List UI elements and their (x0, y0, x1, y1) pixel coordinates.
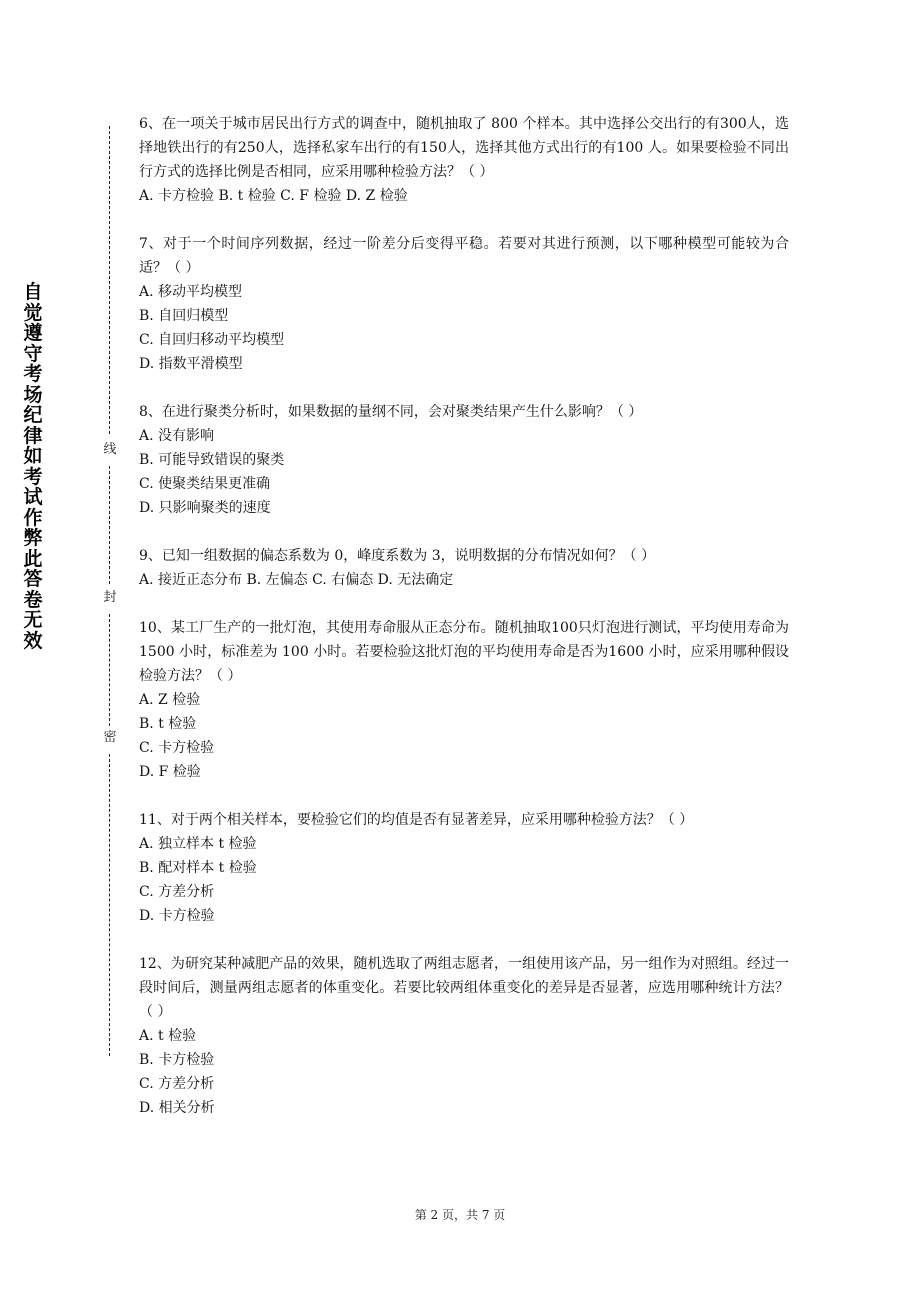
question-7 (139, 232, 789, 376)
option-a: A. 移动平均模型 (139, 284, 243, 300)
option-b: B. 卡方检验 (139, 1052, 215, 1068)
option-b: B. 自回归模型 (139, 308, 229, 324)
question-list (139, 112, 789, 1120)
binding-line-segment (109, 614, 110, 726)
seal-label-seal: 封 (101, 590, 119, 606)
option-a: A. 独立样本 t 检验 (139, 836, 257, 852)
seal-label-line: 线 (101, 442, 119, 458)
question-10 (139, 616, 789, 784)
option-line: A. 接近正态分布 B. 左偏态 C. 右偏态 D. 无法确定 (139, 572, 454, 588)
binding-line-segment (109, 754, 110, 1056)
option-c: C. 方差分析 (139, 1076, 215, 1092)
option-a: A. 没有影响 (139, 428, 215, 444)
option-d: D. 只影响聚类的速度 (139, 500, 271, 516)
option-c: C. 方差分析 (139, 884, 215, 900)
option-d: D. 指数平滑模型 (139, 356, 243, 372)
exam-discipline-note: 自觉遵守考场纪律如考试作弊此答卷无效 (23, 281, 43, 652)
option-line: A. 卡方检验 B. t 检验 C. F 检验 D. Z 检验 (139, 188, 408, 204)
question-stem: 6、在一项关于城市居民出行方式的调查中，随机抽取了 800 个样本。其中选择公交出行的有300人，选择地铁出行的有250人，选择私家车出行的有150人，选择其他方式出行的有100 人。如果要检验不同出行方式的选择比例是否相同，应采用哪种检验方法？（ ） (139, 116, 789, 180)
question-stem: 8、在进行聚类分析时，如果数据的量纲不同，会对聚类结果产生什么影响？（ ） (139, 404, 643, 420)
question-9 (139, 544, 789, 592)
question-8 (139, 400, 789, 520)
question-11 (139, 808, 789, 928)
option-b: B. t 检验 (139, 716, 197, 732)
question-stem: 7、对于一个时间序列数据，经过一阶差分后变得平稳。若要对其进行预测，以下哪种模型可能较为合适？（ ） (139, 236, 789, 276)
question-12 (139, 952, 789, 1120)
question-stem: 9、已知一组数据的偏态系数为 0，峰度系数为 3，说明数据的分布情况如何？（ ） (139, 548, 656, 564)
option-c: C. 使聚类结果更准确 (139, 476, 271, 492)
question-stem: 11、对于两个相关样本，要检验它们的均值是否有显著差异，应采用哪种检验方法？（ ） (139, 812, 694, 828)
question-stem: 12、为研究某种减肥产品的效果，随机选取了两组志愿者，一组使用该产品，另一组作为对照组。经过一段时间后，测量两组志愿者的体重变化。若要比较两组体重变化的差异是否显著，应选用哪种统计方法？（ ） (139, 956, 789, 1020)
option-c: C. 自回归移动平均模型 (139, 332, 285, 348)
question-6 (139, 112, 789, 208)
binding-line-segment (109, 126, 110, 434)
option-a: A. Z 检验 (139, 692, 201, 708)
option-b: B. 配对样本 t 检验 (139, 860, 257, 876)
option-c: C. 卡方检验 (139, 740, 215, 756)
option-d: D. 卡方检验 (139, 908, 215, 924)
option-d: D. F 检验 (139, 764, 201, 780)
seal-label-secret: 密 (101, 730, 119, 746)
binding-line-segment (109, 466, 110, 584)
question-stem: 10、某工厂生产的一批灯泡，其使用寿命服从正态分布。随机抽取100只灯泡进行测试，平均使用寿命为 1500 小时，标准差为 100 小时。若要检验这批灯泡的平均使用寿命是否为1600 小时，应采用哪种假设检验方法？（ ） (139, 620, 789, 684)
page-number: 第 2 页，共 7 页 (414, 1208, 506, 1222)
option-a: A. t 检验 (139, 1028, 197, 1044)
option-b: B. 可能导致错误的聚类 (139, 452, 285, 468)
option-d: D. 相关分析 (139, 1100, 215, 1116)
